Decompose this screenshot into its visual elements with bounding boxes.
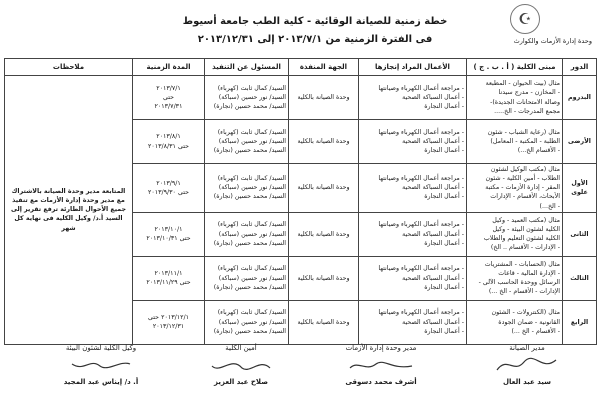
responsible-line: السيد/ محمد حسين (نجارة) xyxy=(213,239,286,247)
duration-line: ٢٠١٣/٩/١ xyxy=(156,179,181,187)
duration-line: ٢٠١٣/١٢/٣١ xyxy=(152,323,185,331)
signature-name: صلاح عبد العزيز xyxy=(214,378,268,386)
work-item: - مراجعة أعمال الكهرباء وصيانتها xyxy=(378,175,464,183)
duration-cell xyxy=(133,212,205,256)
signature-title: وكيل الكلية لشئون البيئة xyxy=(65,344,137,352)
building-cell xyxy=(467,164,563,213)
building-line: الطلاب - أمين الكلية - شئون xyxy=(485,175,560,183)
work-item: - أعمال السباكة الصحية xyxy=(402,230,464,238)
handwritten-signature-icon xyxy=(206,354,276,376)
maintenance-schedule-table xyxy=(4,58,597,345)
duration-line: ٢٠١٣/٧/٣١ xyxy=(154,103,183,111)
building-cell xyxy=(467,76,563,120)
header-works: الأعمال المراد إنجازها xyxy=(359,59,467,76)
responsible-line: السيد/ كمال ثابت (كهرباء) xyxy=(217,221,286,229)
duration-line: حتى ٢٠١٣/٩/٣٠ xyxy=(148,188,189,196)
responsible-cell xyxy=(205,164,289,213)
works-cell xyxy=(359,120,467,164)
responsible-cell xyxy=(205,256,289,300)
responsible-line: السيد/ كمال ثابت (كهرباء) xyxy=(217,265,286,273)
duration-cell xyxy=(133,300,205,344)
signature-name: أ. د/ إيناس عبد المجيد xyxy=(63,378,139,386)
handwritten-signature-icon xyxy=(346,354,416,376)
works-cell xyxy=(359,300,467,344)
duration-cell xyxy=(133,164,205,213)
work-item: - أعمال السباكة الصحية xyxy=(402,137,464,145)
table-row xyxy=(5,76,597,120)
duration-cell xyxy=(133,256,205,300)
executor-cell: وحدة الصيانة بالكلية xyxy=(289,164,359,213)
responsible-line: السيد/ محمد حسين (نجارة) xyxy=(213,193,286,201)
building-line: مثال (الكنترولات - الشئون xyxy=(491,309,560,317)
executor-cell: وحدة الصيانة بالكلية xyxy=(289,256,359,300)
floor-cell: الرابع xyxy=(563,300,597,344)
building-line: الكلية لشئون البيئة - وكيل xyxy=(492,226,560,233)
duration-line: ٢٠١٣/١٠/١ xyxy=(154,226,183,233)
responsible-line: السيد/ نور حسين (سباكة) xyxy=(218,230,286,238)
responsible-cell xyxy=(205,300,289,344)
duration-line: ٢٠١٣/١٢/١ حتى xyxy=(148,314,189,321)
work-item: - أعمال النجارة xyxy=(424,283,464,291)
responsible-line: السيد/ محمد حسين (نجارة) xyxy=(213,327,286,335)
responsible-line: السيد/ نور حسين (سباكة) xyxy=(218,93,286,101)
building-line: المقر - إدارة الأزمات - مكتبة xyxy=(485,184,560,192)
header-notes: ملاحظات xyxy=(5,59,133,76)
work-item: - أعمال النجارة xyxy=(424,327,464,335)
header-building: مبنى الكلية ( أ . ب . ج ) xyxy=(467,59,563,76)
building-line: - المخازن - مدرج سيدنا xyxy=(498,89,560,97)
responsible-cell xyxy=(205,120,289,164)
signature-block xyxy=(46,344,156,386)
building-line: - الخ...) xyxy=(539,202,560,210)
building-cell xyxy=(467,212,563,256)
signature-title: مدير الصيانة xyxy=(509,344,545,352)
header-executor: الجهة المنفذة xyxy=(289,59,359,76)
work-item: - مراجعة أعمال الكهرباء وصيانتها xyxy=(378,84,464,92)
works-cell xyxy=(359,256,467,300)
signature-block xyxy=(472,344,582,386)
work-item: - مراجعة أعمال الكهرباء وصيانتها xyxy=(378,128,464,136)
document-header xyxy=(0,0,600,58)
floor-cell: الثانى xyxy=(563,212,597,256)
work-item: - أعمال السباكة الصحية xyxy=(402,274,464,282)
duration-line: حتى ٢٠١٣/١١/٢٩ xyxy=(146,279,191,287)
duration-line: ٢٠١٣/٧/١ xyxy=(156,84,181,92)
building-line: مثال (مكتب الوكيل لشئون xyxy=(490,166,560,173)
header-duration: المدة الزمنية xyxy=(133,59,205,76)
floor-cell: الثالث xyxy=(563,256,597,300)
notes-cell: المتابعة مدير وحدة الصيانة بالاشتراك مع مدير وحدة إدارة الأزمات مع تنفيذ جميع الأحوال الطارئة ترفع تقرير إلى السيد أ.د/ وكيل الكلية فى نهاية كل شهر xyxy=(5,76,133,345)
building-cell xyxy=(467,300,563,344)
responsible-line: السيد/ نور حسين (سباكة) xyxy=(218,274,286,282)
building-line: القانونية - ضمان الجودة xyxy=(498,318,560,326)
signature-block xyxy=(326,344,436,386)
executor-cell: وحدة الصيانة بالكلية xyxy=(289,120,359,164)
crescent-star-icon: ☪ xyxy=(510,4,540,34)
responsible-line: السيد/ نور حسين (سباكة) xyxy=(218,318,286,326)
executor-cell: وحدة الصيانة بالكلية xyxy=(289,76,359,120)
floor-cell: الأول علوى xyxy=(563,164,597,213)
building-cell xyxy=(467,256,563,300)
responsible-line: السيد/ نور حسين (سباكة) xyxy=(218,137,286,145)
duration-line: ٢٠١٣/١١/١ xyxy=(154,270,183,277)
work-item: - مراجعة أعمال الكهرباء وصيانتها xyxy=(378,221,464,229)
signature-title: أمين الكلية xyxy=(225,344,257,352)
building-line: - الأقسام - الخ ...) xyxy=(511,327,560,335)
signature-name: سيد عبد العال xyxy=(502,378,552,386)
signature-block xyxy=(186,344,296,386)
responsible-line: السيد/ نور حسين (سباكة) xyxy=(218,184,286,192)
responsible-line: السيد/ كمال ثابت (كهرباء) xyxy=(217,175,286,183)
works-cell xyxy=(359,164,467,213)
work-item: - مراجعة أعمال الكهرباء وصيانتها xyxy=(378,309,464,317)
building-cell xyxy=(467,120,563,164)
header-responsible: المسئول عن التنفيذ xyxy=(205,59,289,76)
duration-cell xyxy=(133,120,205,164)
building-line: الطلبة - المكتبة - المعامل) xyxy=(490,137,560,145)
responsible-line: السيد/ محمد حسين (نجارة) xyxy=(213,147,286,155)
building-line: مثال (مكتب العميد - وكيل xyxy=(492,216,560,224)
building-line: - الإدارة المالية - قاعات xyxy=(498,270,560,277)
work-item: - مراجعة أعمال الكهرباء وصيانتها xyxy=(378,265,464,273)
duration-line: حتى ٢٠١٣/٨/٣١ xyxy=(148,142,189,150)
signature-title: مدير وحدة إدارة الأزمات xyxy=(345,344,417,352)
document-title: خطة زمنية للصيانة الوقائية - كلية الطب جامعة أسيوط xyxy=(182,16,448,27)
building-line: مثال (الحسابات - المشتريات xyxy=(484,260,560,268)
building-line: - الأقسام الخ...) xyxy=(517,147,560,155)
work-item: - أعمال النجارة xyxy=(424,193,464,201)
handwritten-signature-icon xyxy=(66,354,136,376)
duration-cell xyxy=(133,76,205,120)
work-item: - أعمال النجارة xyxy=(424,147,464,155)
works-cell xyxy=(359,212,467,256)
signatures-block xyxy=(4,344,596,402)
duration-line: ٢٠١٣/٨/١ xyxy=(156,133,181,141)
signature-name: أشرف محمد دسوقى xyxy=(345,378,417,386)
duration-line: حتى xyxy=(162,93,175,101)
floor-cell: البدروم xyxy=(563,76,597,120)
responsible-cell xyxy=(205,76,289,120)
building-line: - الإدارات - الأقسام .. الخ) xyxy=(490,244,560,252)
work-item: - أعمال النجارة xyxy=(424,103,464,111)
responsible-line: السيد/ كمال ثابت (كهرباء) xyxy=(217,128,286,136)
executor-cell: وحدة الصيانة بالكلية xyxy=(289,300,359,344)
work-item: - أعمال السباكة الصحية xyxy=(402,93,464,101)
document-subtitle: فى الفترة الزمنية من ٢٠١٣/٧/١ إلى ٢٠١٣/١٢/٣١ xyxy=(197,34,433,45)
building-line: الكلية لشئون التعليم والطلاب xyxy=(483,235,560,243)
building-line: الإدارات - الأقسام - الخ ...) xyxy=(488,288,560,296)
table-header-row xyxy=(5,59,597,76)
work-item: - أعمال السباكة الصحية xyxy=(402,318,464,326)
work-item: - أعمال السباكة الصحية xyxy=(402,184,464,192)
responsible-line: السيد/ محمد حسين (نجارة) xyxy=(213,283,286,291)
handwritten-signature-icon xyxy=(492,354,562,376)
building-line: الرسائل ووحدة الحاسب الآلى - xyxy=(478,279,560,287)
executor-cell: وحدة الصيانة بالكلية xyxy=(289,212,359,256)
works-cell xyxy=(359,76,467,120)
duration-line: حتى ٢٠١٣/١٠/٣١ xyxy=(146,235,191,243)
building-line: وصالة الامتحانات الجديدة)- xyxy=(490,98,560,106)
responsible-cell xyxy=(205,212,289,256)
responsible-line: السيد/ كمال ثابت (كهرباء) xyxy=(217,309,286,317)
building-line: مجمع المدرجات - الخ..... xyxy=(494,107,560,115)
department-label: وحدة إدارة الأزمات والكوارث xyxy=(513,37,592,45)
work-item: - أعمال النجارة xyxy=(424,239,464,247)
building-line: مثال (رعاية الشباب - شئون xyxy=(487,128,560,136)
responsible-line: السيد/ كمال ثابت (كهرباء) xyxy=(217,84,286,92)
floor-cell: الأرضى xyxy=(563,120,597,164)
responsible-line: السيد/ محمد حسين (نجارة) xyxy=(213,103,286,111)
header-role: الدور xyxy=(563,59,597,76)
building-line: مثال (بيت الحيوان - المطبعة xyxy=(485,80,560,88)
building-line: الأبحاث، الأقسام - الإدارات xyxy=(490,193,560,201)
